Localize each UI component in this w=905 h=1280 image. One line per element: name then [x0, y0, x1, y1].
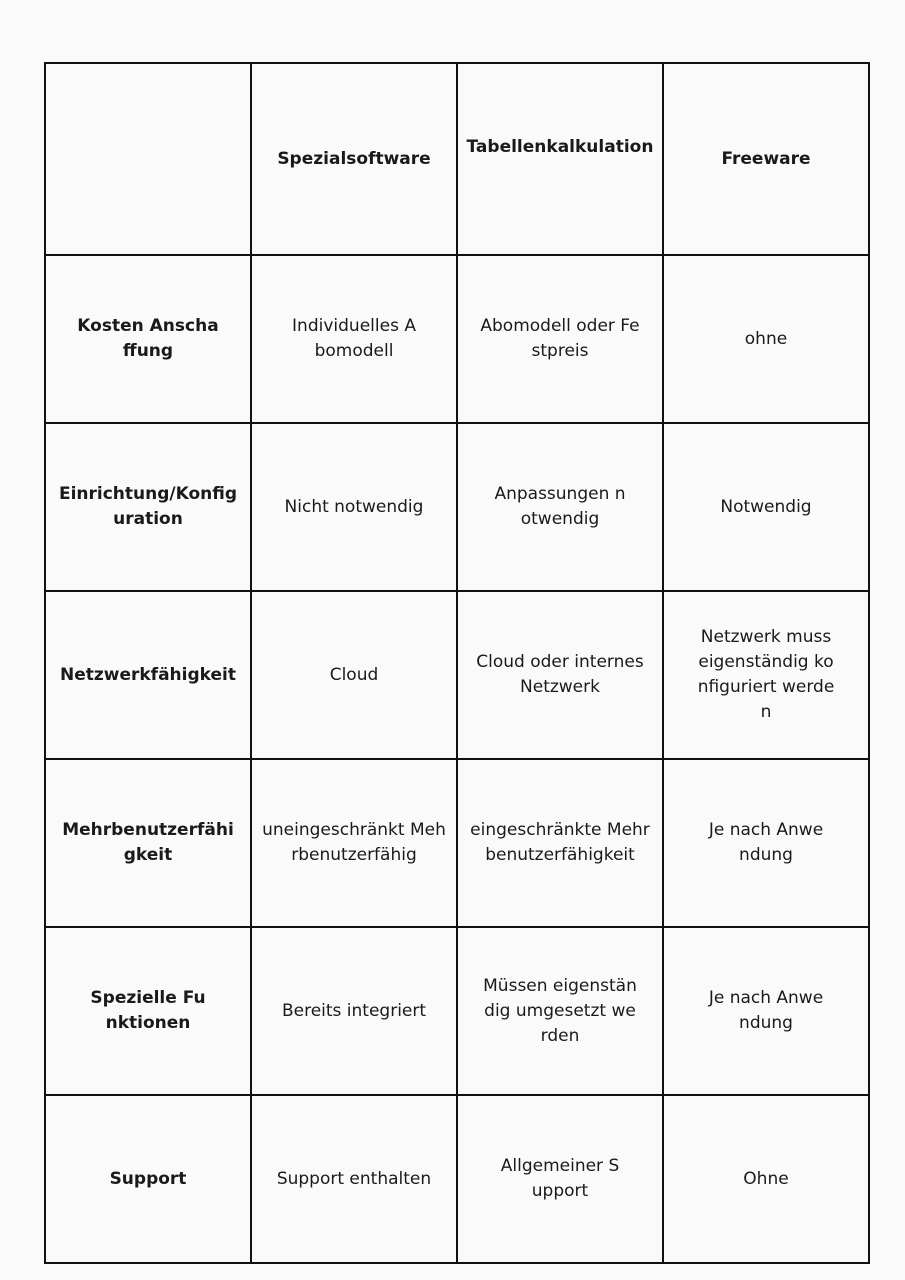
- table-cell: Cloud: [251, 591, 457, 759]
- table-cell: Je nach Anwendung: [663, 759, 869, 927]
- table-cell: Je nach Anwendung: [663, 927, 869, 1095]
- table-cell: Ohne: [663, 1095, 869, 1263]
- header-cell-tabellenkalkulation: Tabellenkalkulation: [457, 63, 663, 255]
- table-row: [45, 759, 869, 927]
- table-row: [45, 255, 869, 423]
- row-label-support: Support: [45, 1095, 251, 1263]
- table-cell: Cloud oder internes Netzwerk: [457, 591, 663, 759]
- table-cell: Notwendig: [663, 423, 869, 591]
- header-cell-spezialsoftware: Spezialsoftware: [251, 63, 457, 255]
- row-label-mehrbenutzer: Mehrbenutzerfähigkeit: [45, 759, 251, 927]
- row-label-einrichtung: Einrichtung/Konfiguration: [45, 423, 251, 591]
- row-label-netzwerk: Netzwerkfähigkeit: [45, 591, 251, 759]
- comparison-table: [44, 62, 870, 1264]
- table-cell: ohne: [663, 255, 869, 423]
- header-cell-freeware: Freeware: [663, 63, 869, 255]
- table-cell: Individuelles Abomodell: [251, 255, 457, 423]
- table-cell: Nicht notwendig: [251, 423, 457, 591]
- table-row: [45, 591, 869, 759]
- table-row: [45, 927, 869, 1095]
- table-cell: Netzwerk muss eigenständig konfiguriert werden: [663, 591, 869, 759]
- table-cell: uneingeschränkt Mehrbenutzerfähig: [251, 759, 457, 927]
- table-cell: Anpassungen notwendig: [457, 423, 663, 591]
- row-label-kosten: Kosten Anschaffung: [45, 255, 251, 423]
- table-cell: Bereits integriert: [251, 927, 457, 1095]
- table-cell: Abomodell oder Festpreis: [457, 255, 663, 423]
- header-cell-empty: [45, 63, 251, 255]
- table-cell: Müssen eigenständig umgesetzt werden: [457, 927, 663, 1095]
- table-row: [45, 423, 869, 591]
- row-label-spezielle-funktionen: Spezielle Funktionen: [45, 927, 251, 1095]
- table-cell: eingeschränkte Mehrbenutzerfähigkeit: [457, 759, 663, 927]
- table-row: [45, 1095, 869, 1263]
- table-cell: Support enthalten: [251, 1095, 457, 1263]
- header-row: [45, 63, 869, 255]
- table-cell: Allgemeiner Support: [457, 1095, 663, 1263]
